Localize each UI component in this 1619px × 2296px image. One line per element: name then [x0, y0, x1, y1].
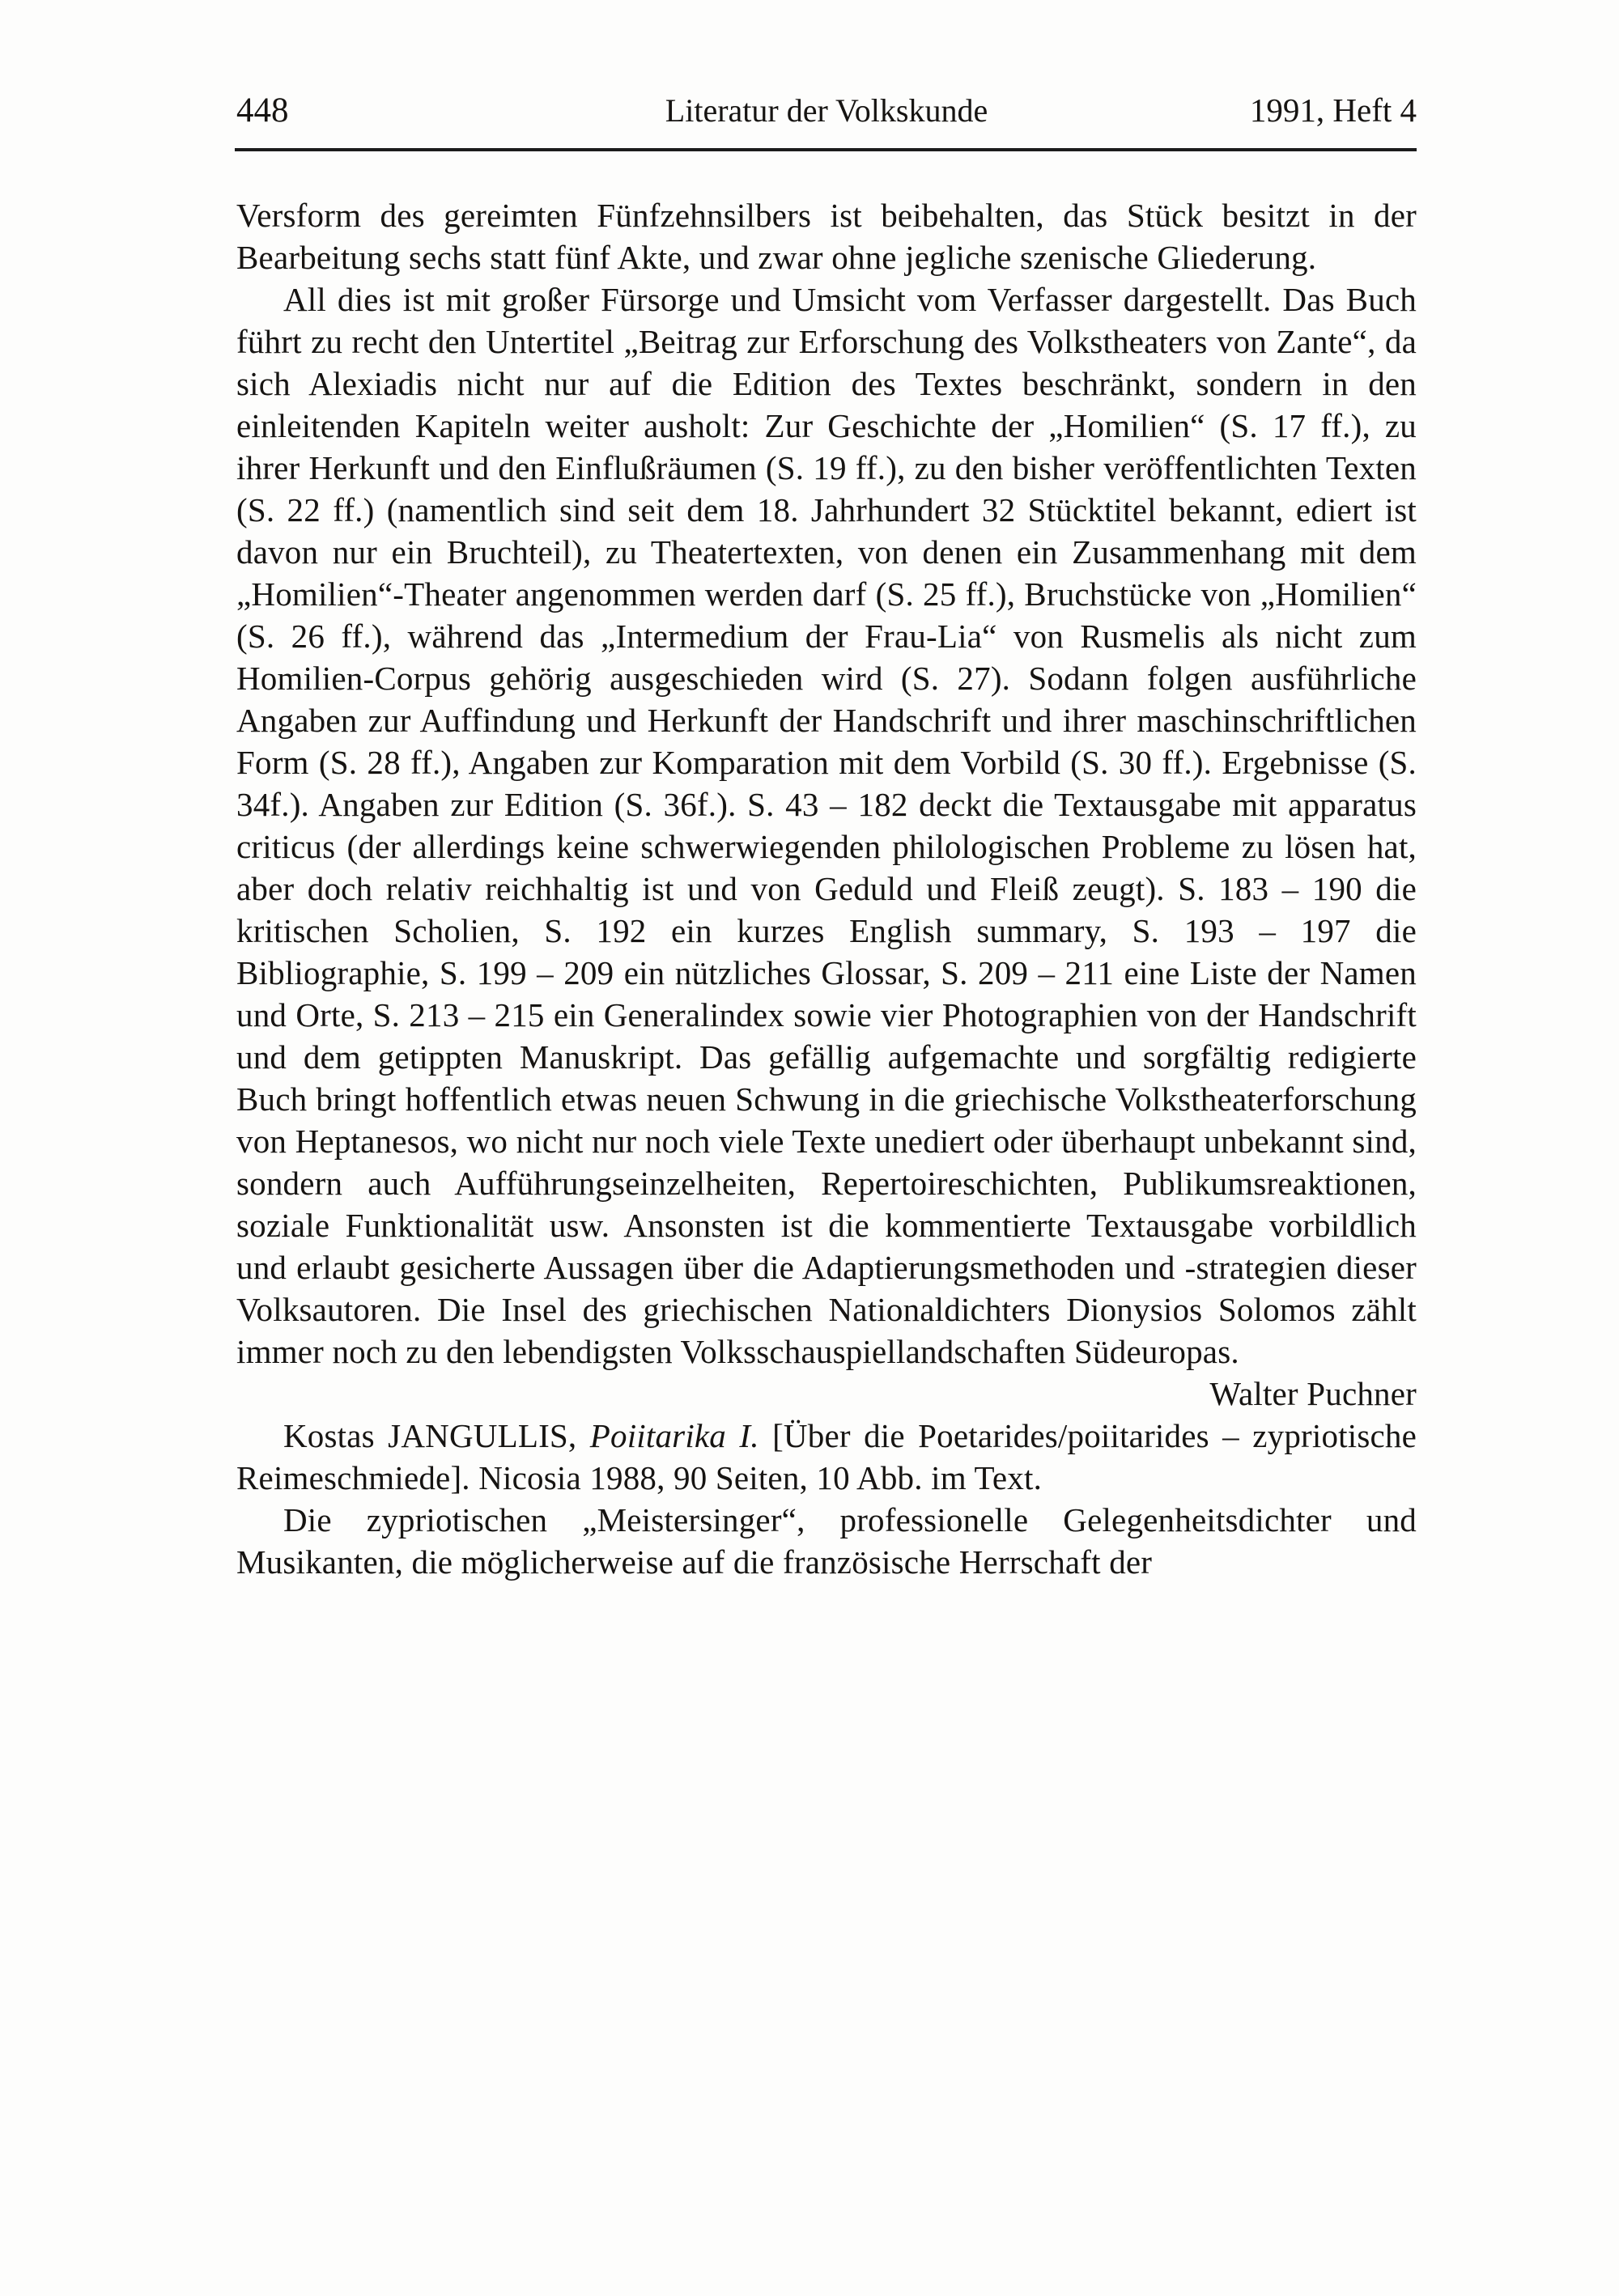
header-rule — [235, 148, 1417, 151]
page-header — [236, 91, 1417, 130]
journal-title: Literatur der Volkskunde — [665, 92, 988, 129]
page-body — [236, 194, 1417, 1583]
reviewer-signature: Walter Puchner — [1209, 1375, 1417, 1412]
citation-author: Kostas JANGULLIS, — [283, 1417, 590, 1454]
citation-book-title: Poiitarika I. — [589, 1417, 759, 1454]
page-number: 448 — [236, 91, 289, 129]
book-citation — [236, 1415, 1417, 1499]
review-paragraph-continuation: Versform des gereimten Fünfzehnsilbers ist beibehalten, das Stück besitzt in der Bearbeitung sechs statt fünf Akte, und zwar ohne jegliche szenische Gliederung. — [236, 197, 1417, 276]
review-paragraph-main: All dies ist mit großer Fürsorge und Umsicht vom Verfasser dargestellt. Das Buch führt zu recht den Untertitel „Beitrag zur Erforschung des Volkstheaters von Zante“, da sich Alexiadis nicht nur auf die Edition des Textes beschränkt, sondern in den einleitenden Kapiteln weiter ausholt: Zur Geschichte der „Homilien“ (S. 17 ff.), zu ihrer Herkunft und den Einflußräumen (S. 19 ff.), zu den bisher veröffentlichten Texten (S. 22 ff.) (namentlich sind seit dem 18. Jahrhundert 32 Stücktitel bekannt, ediert ist davon nur ein Bruchteil), zu Theatertexten, von denen ein Zusammenhang mit dem „Homilien“-Theater angenommen werden darf (S. 25 ff.), Bruchstücke von „Homilien“ (S. 26 ff.), während das „Intermedium der Frau-Lia“ von Rusmelis als nicht zum Homilien-Corpus gehörig ausgeschieden wird (S. 27). Sodann folgen ausführliche Angaben zur Auffindung und Herkunft der Handschrift und ihrer maschinschriftlichen Form (S. 28 ff.), Angaben zur Komparation mit dem Vorbild (S. 30 ff.). Ergebnisse (S. 34f.). Angaben zur Edition (S. 36f.). S. 43 – 182 deckt die Textausgabe mit apparatus criticus (der allerdings keine schwerwiegenden philologischen Probleme zu lösen hat, aber doch relativ reichhaltig ist und von Geduld und Fleiß zeugt). S. 183 – 190 die kritischen Scholien, S. 192 ein kurzes English summary, S. 193 – 197 die Bibliographie, S. 199 – 209 ein nützliches Glossar, S. 209 – 211 eine Liste der Namen und Orte, S. 213 – 215 ein Generalindex sowie vier Photographien von der Handschrift und dem getippten Manuskript. Das gefällig aufgemachte und sorgfältig redigierte Buch bringt hoffentlich etwas neuen Schwung in die griechische Volkstheaterforschung von Heptanesos, wo nicht nur noch viele Texte unediert oder überhaupt unbekannt sind, sondern auch Aufführungseinzelheiten, Repertoireschichten, Publikumsreaktionen, soziale Funktionalität usw. Ansonsten ist die kommentierte Textausgabe vorbildlich und erlaubt gesicherte Aussagen über die Adaptierungsmethoden und -strategien dieser Volksautoren. Die Insel des griechischen Nationaldichters Dionysios Solomos zählt immer noch zu den lebendigsten Volksschauspiellandschaften Südeuropas. — [236, 281, 1417, 1370]
review-paragraph-opening: Die zypriotischen „Meistersinger“, professionelle Gelegenheitsdichter und Musikanten, die möglicherweise auf die französische Herrschaft der — [236, 1501, 1417, 1581]
issue-label: 1991, Heft 4 — [1249, 91, 1417, 129]
citation-details: [Über die Poetarides/poiitarides – zypriotische Reimeschmiede]. Nicosia 1988, 90 Seiten, 10 Abb. im Text. — [236, 1417, 1417, 1496]
